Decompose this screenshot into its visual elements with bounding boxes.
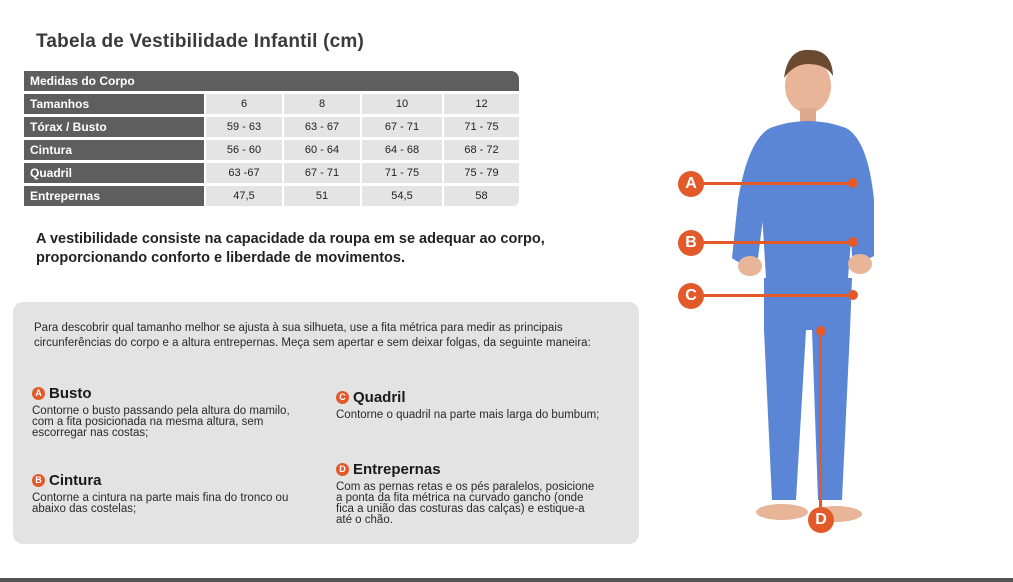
table-header: Medidas do Corpo bbox=[24, 71, 519, 91]
table-cell: 60 - 64 bbox=[284, 140, 360, 160]
table-cell: 10 bbox=[362, 94, 442, 114]
badge-a-icon: A bbox=[32, 387, 45, 400]
row-label: Tórax / Busto bbox=[24, 117, 204, 137]
measure-entrepernas bbox=[336, 461, 601, 526]
table-cell: 64 - 68 bbox=[362, 140, 442, 160]
measure-busto bbox=[32, 385, 302, 439]
row-label: Tamanhos bbox=[24, 94, 204, 114]
table-row bbox=[24, 186, 519, 206]
table-cell: 51 bbox=[284, 186, 360, 206]
badge-b-icon: B bbox=[32, 474, 45, 487]
measure-desc: Contorne o quadril na parte mais larga do bumbum; bbox=[336, 409, 600, 421]
table-cell: 75 - 79 bbox=[444, 163, 519, 183]
intro-text: A vestibilidade consiste na capacidade da roupa em se adequar ao corpo, proporcionando conforto e liberdade de movimentos. bbox=[36, 231, 545, 266]
table-row bbox=[24, 163, 519, 183]
badge-c-icon: C bbox=[336, 391, 349, 404]
measure-title: Cintura bbox=[49, 472, 102, 489]
instructions-text: Para descobrir qual tamanho melhor se ajusta à sua silhueta, use a fita métrica para medir as principais circunferências do corpo e a altura entrepernas. Meça sem apertar e sem deixar folgas, da seguinte maneira: bbox=[34, 322, 591, 349]
row-label: Cintura bbox=[24, 140, 204, 160]
row-label: Quadril bbox=[24, 163, 204, 183]
table-cell: 59 - 63 bbox=[206, 117, 282, 137]
table-cell: 71 - 75 bbox=[362, 163, 442, 183]
table-cell: 56 - 60 bbox=[206, 140, 282, 160]
table-cell: 68 - 72 bbox=[444, 140, 519, 160]
measure-quadril bbox=[336, 389, 606, 421]
row-label: Entrepernas bbox=[24, 186, 204, 206]
badge-a-icon: A bbox=[678, 171, 704, 197]
badge-d-icon: D bbox=[336, 463, 349, 476]
measure-desc: Com as pernas retas e os pés paralelos, posicione a ponta da fita métrica na curvado gancho (onde fica a união das costuras das calças) e estique-a até o chão. bbox=[336, 481, 595, 526]
table-cell: 63 -67 bbox=[206, 163, 282, 183]
measure-cintura bbox=[32, 472, 302, 515]
table-row bbox=[24, 117, 519, 137]
table-cell: 47,5 bbox=[206, 186, 282, 206]
measure-title: Busto bbox=[49, 385, 92, 402]
table-cell: 67 - 71 bbox=[362, 117, 442, 137]
child-figure bbox=[660, 30, 910, 552]
table-cell: 54,5 bbox=[362, 186, 442, 206]
table-cell: 71 - 75 bbox=[444, 117, 519, 137]
instructions-panel bbox=[13, 302, 639, 544]
measure-title: Entrepernas bbox=[353, 461, 441, 478]
bottom-divider bbox=[0, 578, 1013, 582]
size-table bbox=[24, 71, 519, 207]
table-row bbox=[24, 140, 519, 160]
table-cell: 6 bbox=[206, 94, 282, 114]
table-cell: 63 - 67 bbox=[284, 117, 360, 137]
table-cell: 8 bbox=[284, 94, 360, 114]
table-row bbox=[24, 94, 519, 114]
badge-c-icon: C bbox=[678, 283, 704, 309]
badge-d-icon: D bbox=[808, 507, 834, 533]
table-cell: 67 - 71 bbox=[284, 163, 360, 183]
measure-title: Quadril bbox=[353, 389, 406, 406]
page-title: Tabela de Vestibilidade Infantil (cm) bbox=[36, 31, 365, 52]
badge-b-icon: B bbox=[678, 230, 704, 256]
measure-desc: Contorne a cintura na parte mais fina do tronco ou abaixo das costelas; bbox=[32, 492, 289, 515]
measure-desc: Contorne o busto passando pela altura do mamilo, com a fita posicionada na mesma altura, sem escorregar nas costas; bbox=[32, 405, 290, 439]
table-cell: 58 bbox=[444, 186, 519, 206]
table-cell: 12 bbox=[444, 94, 519, 114]
